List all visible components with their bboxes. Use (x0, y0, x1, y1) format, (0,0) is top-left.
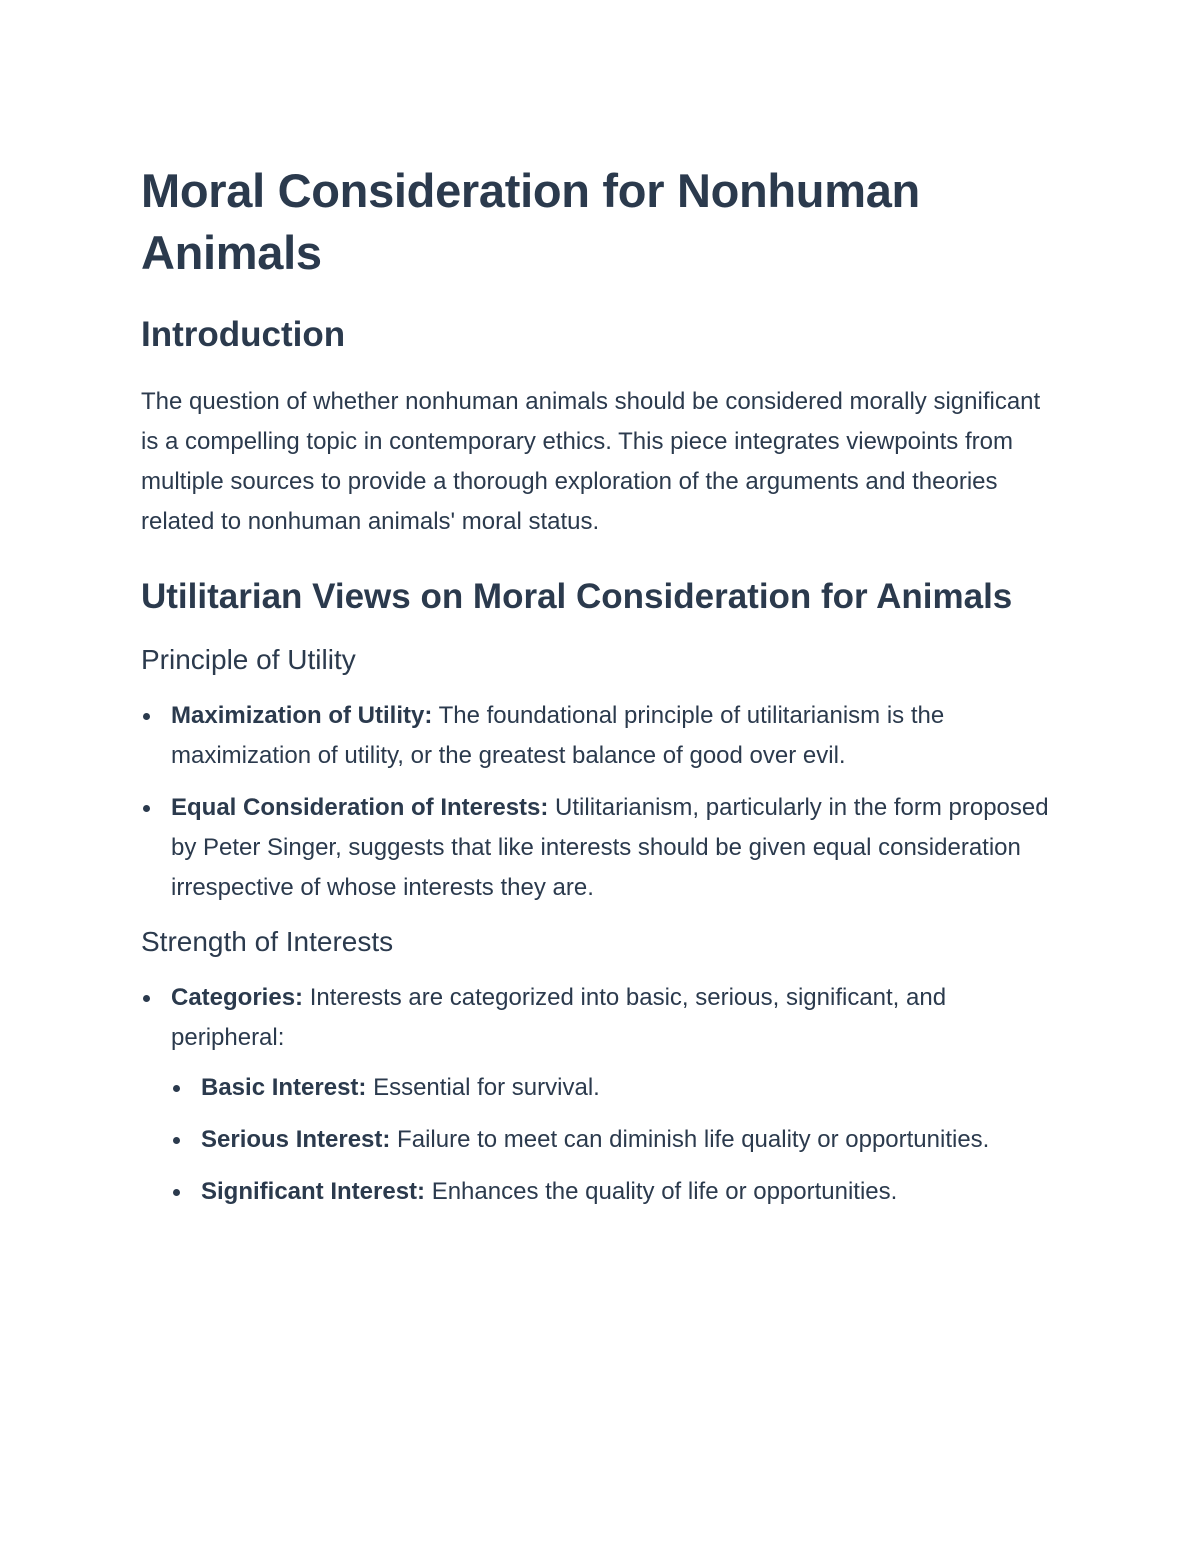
introduction-paragraph: The question of whether nonhuman animals should be considered morally significant is a compelling topic in contemporary ethics. This piece integrates viewpoints from multiple sources to provide a thorough exploration of the arguments and theories related to nonhuman animals' moral status. (141, 388, 1041, 535)
list-item-basic-interest (171, 1068, 1061, 1108)
utilitarian-heading: Utilitarian Views on Moral Consideration for Animals (141, 577, 1013, 616)
list-item-term: Categories: (171, 984, 304, 1011)
strength-list (141, 978, 1061, 1212)
list-item-text: Essential for survival. (366, 1074, 600, 1101)
list-item-term: Equal Consideration of Interests: (171, 794, 549, 821)
document-title: Moral Consideration for Nonhuman Animals (141, 164, 920, 279)
list-item-term: Basic Interest: (201, 1074, 367, 1101)
list-item-maximization (141, 696, 1061, 776)
list-item-text: The foundational principle of utilitarianism is the maximization of utility, or the greatest balance of good over evil. (171, 702, 945, 769)
list-item-term: Maximization of Utility: (171, 702, 433, 729)
list-item-categories (141, 978, 1061, 1212)
list-item-text: Utilitarianism, particularly in the form proposed by Peter Singer, suggests that like interests should be given equal consideration irrespective of whose interests they are. (171, 794, 1049, 901)
list-item-equal-consideration (141, 788, 1061, 908)
principle-of-utility-heading: Principle of Utility (141, 644, 356, 675)
principle-list (141, 696, 1061, 908)
document-page (141, 160, 1061, 1224)
categories-sublist (171, 1068, 1061, 1212)
list-item-text: Interests are categorized into basic, serious, significant, and peripheral: (171, 984, 947, 1051)
list-item-significant-interest (171, 1172, 1061, 1212)
list-item-serious-interest (171, 1120, 1061, 1160)
list-item-term: Serious Interest: (201, 1126, 391, 1153)
strength-of-interests-heading: Strength of Interests (141, 926, 394, 957)
introduction-heading: Introduction (141, 315, 346, 354)
list-item-text: Failure to meet can diminish life quality or opportunities. (390, 1126, 990, 1153)
list-item-term: Significant Interest: (201, 1178, 426, 1205)
list-item-text: Enhances the quality of life or opportunities. (425, 1178, 898, 1205)
